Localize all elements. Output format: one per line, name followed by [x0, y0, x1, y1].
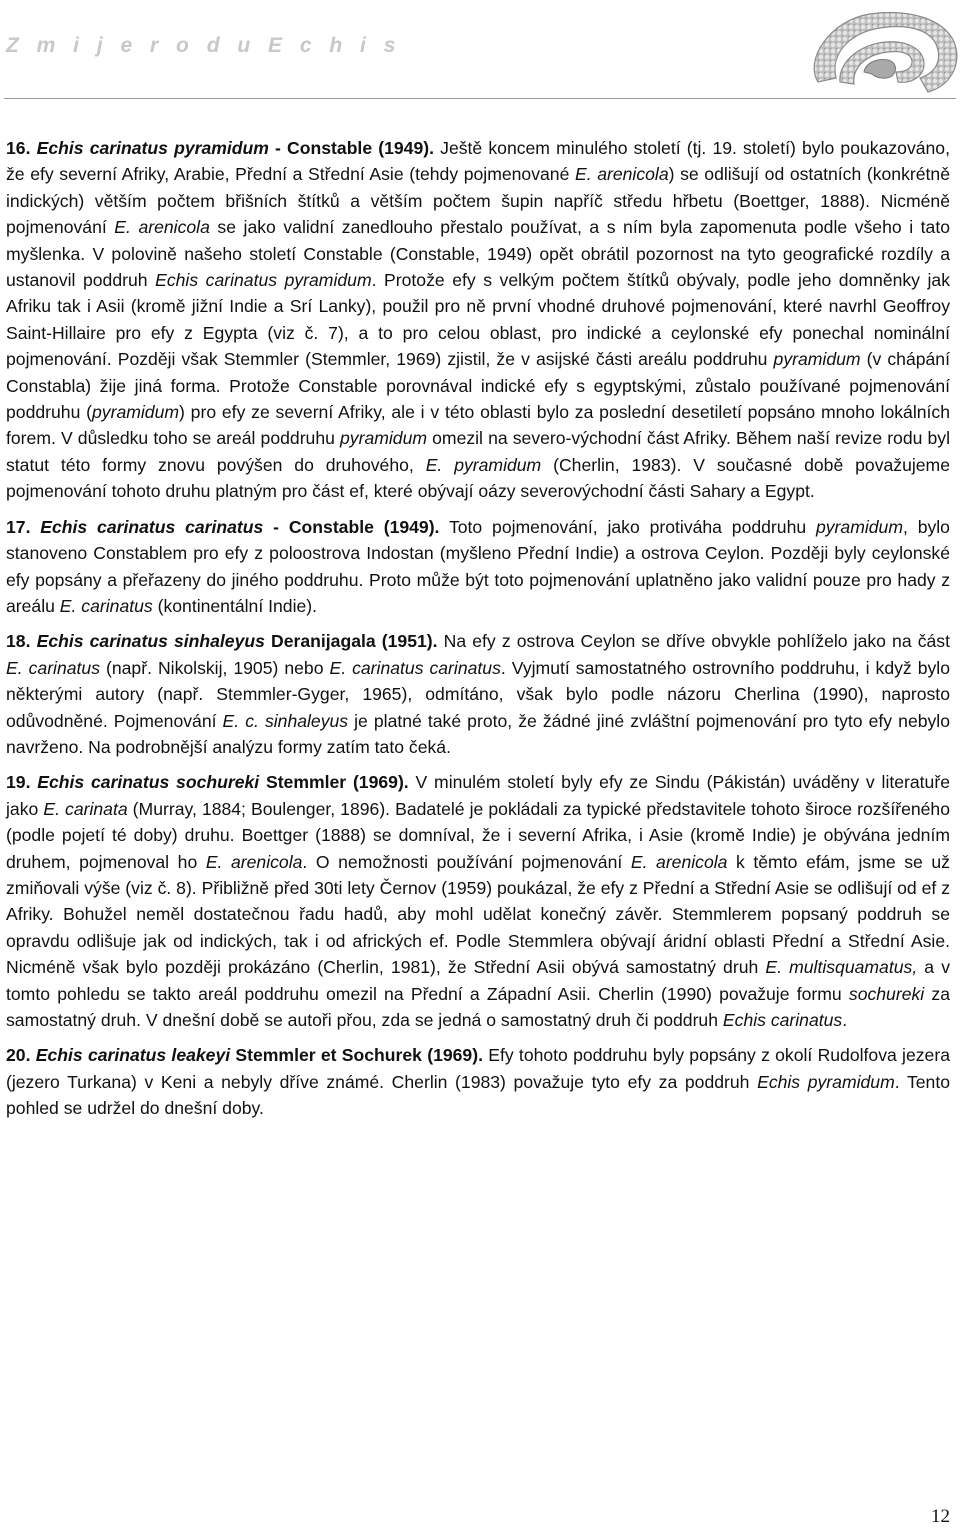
body-text: za samostatný druh. V dnešní době se autoři přou, zda se jedná o samostatný druh či poddruh [6, 983, 950, 1030]
section-heading-text: 17. [6, 516, 41, 537]
body-text: ) pro efy ze severní Afriky, ale i v této oblasti bylo za poslední desetiletí popsáno mnoho lokálních forem. V důsledku toho se areál poddruhu [6, 402, 950, 449]
section-heading-text: 16. [6, 138, 37, 158]
body-text: (v chápání Constabla) žije jiná forma. Protože Constable porovnával indické efy s egyptskými, zůstalo používané pojmenování poddruhu ( [6, 349, 950, 423]
body-text: . Protože efy s velkým počtem štítků obývaly, podle jeho domněnky jak Afriku tak i Asii (kromě jižní Indie a Srí Lanky), použil pro ně první vhodné druhové pojmenování, které navrhl Geoffroy Saint-Hillaire pro efy z Egypta (viz č. 7), a to pro celou oblast, pro indické a ceylonské efy ponechal nominální pojmenování. Později však Stemmler (Stemmler, 1969) zjistil, že v asijské části areálu poddruhu [6, 270, 951, 370]
italic-taxon-text: E. carinatus [6, 657, 101, 678]
page-number: 12 [931, 1506, 950, 1527]
italic-taxon-text: E. carinatus [59, 595, 153, 616]
section-heading-text: Deranijagala (1951). [264, 631, 438, 652]
section-heading-text: 19. [6, 772, 38, 793]
italic-taxon-text: Echis pyramidum [757, 1071, 895, 1092]
body-text: (Murray, 1884; Boulenger, 1896). Badatelé je pokládali za typické představitele tohoto široce rozšířeného (podle pojetí té doby) druhu. Boettger (1888) se domníval, že i severní Afrika, i Asie (kromě Indie) je obývána jedním druhem, pojmenoval ho [6, 798, 951, 872]
paragraph-p16 [6, 135, 950, 505]
body-text: Na efy z ostrova Ceylon se dříve obvykle pohlíželo jako na část [437, 631, 950, 652]
section-heading-text: Stemmler et Sochurek (1969). [230, 1045, 483, 1066]
body-text: je platné také proto, že žádné jiné zvláštní pojmenování pro tyto efy nebylo navrženo. Na podrobnější analýzu formy zatím tato čeká. [6, 710, 950, 757]
italic-taxon-text: pyramidum [92, 402, 180, 423]
paragraph-p17 [6, 514, 950, 620]
section-heading-text: - Constable (1949). [268, 138, 435, 158]
snake-illustration [800, 0, 960, 96]
italic-taxon-text: pyramidum [773, 349, 861, 370]
body-text: Ještě koncem minulého století (tj. 19. století) bylo poukazováno, že efy severní Afriky, Arabie, Přední a Střední Asie (tehdy pojmenované [6, 138, 950, 185]
paragraph-p20 [6, 1042, 950, 1121]
section-heading-text: 18. [6, 631, 37, 652]
header-title: Z m i j e r o d u E c h i s [6, 34, 402, 57]
section-heading-text: 20. [6, 1045, 36, 1066]
section-heading-text: - Constable (1949). [263, 516, 440, 537]
italic-taxon-text: E. arenicola [574, 164, 669, 185]
section-heading-text: Echis carinatus pyramidum [36, 138, 269, 158]
italic-taxon-text: E. carinata [43, 798, 128, 819]
body-text: . Vyjmutí samostatného ostrovního poddruhu, i když bylo některými autory (např. Stemmler-Gyger, 1965), odmítáno, však bylo podle názoru Cherlina (1990), naprosto odůvodněné. Pojmenování [6, 657, 950, 731]
body-text: (např. Nikolskij, 1905) nebo [100, 657, 330, 678]
header-divider [4, 98, 956, 99]
section-heading-text: Echis carinatus sinhaleyus [36, 631, 265, 652]
italic-taxon-text: Echis carinatus pyramidum [155, 270, 372, 291]
body-text: . O nemožnosti používání pojmenování [302, 851, 631, 872]
italic-taxon-text: E. arenicola [205, 851, 303, 872]
italic-taxon-text: E. arenicola [630, 851, 728, 872]
italic-taxon-text: E. multisquamatus, [765, 957, 918, 978]
italic-taxon-text: Echis carinatus [722, 1010, 843, 1030]
body-text: , bylo stanoveno Constablem pro efy z poloostrova Indostan (myšleno Přední Indie) a ostrova Ceylon. Později byly ceylonské efy popsány a přeřazeny do jiného poddruhu. Proto může být toto pojmenování uplatněno jako validní pouze pro hady z areálu [6, 516, 950, 616]
italic-taxon-text: pyramidum [815, 516, 903, 537]
body-text: Toto pojmenování, jako protiváha poddruhu [439, 516, 816, 537]
body-text: . [842, 1010, 848, 1030]
italic-taxon-text: E. pyramidum [425, 454, 542, 475]
body-text: . Tento pohled se udržel do dnešní doby. [6, 1071, 950, 1119]
body-text: k těmto efám, jsme se už zmiňovali výše (viz č. 8). Přibližně před 30ti lety Černov (1959) poukázal, že efy z Přední a Střední Asie se odlišují od ef z Afriky. Bohužel neměl dostatečnou řadu hadů, aby mohl udělat konečný závěr. Stemmlerem popsaný poddruh se opravdu odlišuje jak od indických, tak i od afrických ef. Podle Stemmlera obývají áridní oblasti Přední a Střední Asie. Nicméně však bylo později prokázáno (Cherlin, 1981), že Střední Asii obývá samostatný druh [6, 851, 950, 978]
body-text: (kontinentální Indie). [152, 595, 318, 616]
section-heading-text: Echis carinatus sochureki [37, 772, 260, 793]
italic-taxon-text: E. c. sinhaleyus [222, 710, 349, 731]
body-text: se jako validní zanedlouho přestalo používat, a s ním byla zapomenuta podle všeho i tato myšlenka. V polovině našeho století Constable (Constable, 1949) opět obrátil pozornost na tyto geografické rozdíly a ustanovil poddruh [6, 217, 950, 291]
italic-taxon-text: sochureki [848, 983, 925, 1004]
body-text: a v tomto pohledu se takto areál poddruhu omezil na Přední a Západní Asii. Cherlin (1990) považuje formu [6, 957, 951, 1004]
italic-taxon-text: pyramidum [340, 428, 428, 449]
section-heading-text: Echis carinatus carinatus [40, 516, 264, 537]
document-body [6, 135, 950, 1131]
body-text: omezil na severo-východní část Afriky. Během naší revize rodu byl statut této formy znovu povýšen do druhového, [6, 428, 950, 475]
body-text: ) se odlišují od ostatních (konkrétně indických) větším počtem břišních štítků a větším počtem šupin napříč středu hřbetu (Boettger, 1888). Nicméně pojmenování [6, 164, 950, 238]
italic-taxon-text: E. carinatus carinatus [329, 657, 501, 678]
section-heading-text: Stemmler (1969). [259, 772, 409, 793]
paragraph-p19 [6, 769, 950, 1033]
paragraph-p18 [6, 628, 950, 760]
italic-taxon-text: E. arenicola [114, 217, 210, 238]
body-text: V minulém století byly efy ze Sindu (Pákistán) uváděny v literatuře jako [6, 772, 950, 819]
body-text: Efy tohoto poddruhu byly popsány z okolí Rudolfova jezera (jezero Turkana) v Keni a nebyly dříve známé. Cherlin (1983) považuje tyto efy za poddruh [6, 1045, 950, 1092]
section-heading-text: Echis carinatus leakeyi [35, 1045, 231, 1066]
body-text: (Cherlin, 1983). V současné době považujeme pojmenování tohoto druhu platným pro část ef, které obývají oázy severovýchodní části Sahary a Egypt. [6, 454, 950, 502]
